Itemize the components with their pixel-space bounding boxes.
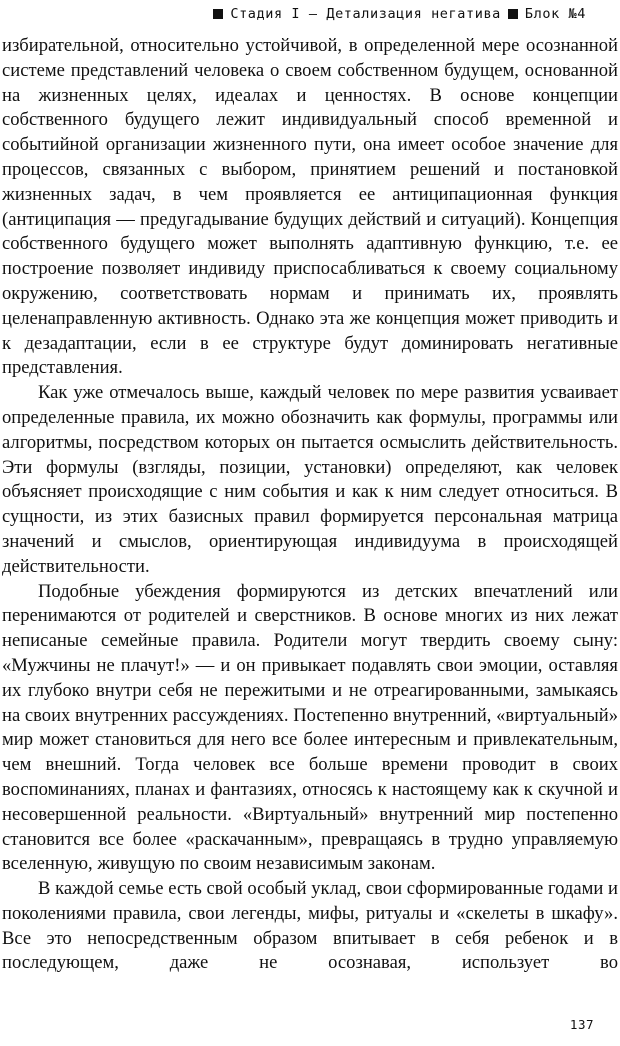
running-header bbox=[213, 6, 586, 22]
paragraph: Подобные убеждения формируются из детских впечатлений или перенимаются от родителей и сверстников. В основе многих из них лежат неписаные семейные правила. Родители могут твердить своему сыну: «Мужчины не плачут!» — и он привыкает подавлять свои эмоции, оставляя их глубоко внутри себя не пережитыми и не отреагированными, замыкаясь на своих внутренних рассуждениях. Постепенно внутренний, «виртуальный» мир может становиться для него все более интересным и привлекательным, чем внешний. Тогда человек все больше времени проводит в своих воспоминаниях, планах и фантазиях, относясь к настоящему как к скучной и несовершенной реальности. «Виртуальный» внутренний мир постепенно становится все более «раскачанным», превращаясь в трудно управляемую вселенную, живущую по своим независимым законам. bbox=[2, 580, 618, 875]
square-bullet-icon bbox=[508, 9, 518, 19]
paragraph-continues: В каждой семье есть свой особый уклад, свои сформированные годами и поколениями правила, свои легенды, мифы, ритуалы и «скелеты в шкафу». Все это непосредственным образом впитывает в себя ребенок и в последующем, даже не осознавая, использует во bbox=[2, 878, 618, 974]
paragraph-continued: избирательной, относительно устойчивой, в определенной мере осознанной системе представлений человека о своем собственном будущем, основанной на жизненных целях, идеалах и ценностях. В основе концепции собственного будущего лежит индивидуальный способ временной и событийной организации жизненного пути, она имеет особое значение для процессов, связанных с выбором, принятием решений и постановкой жизненных задач, в чем проявляется ее антиципационная функция (антиципация — предугадывание будущих действий и ситуаций). Концепция собственного будущего может выполнять адаптивную функцию, т.е. ее построение позволяет индивиду приспосабливаться к своему социальному окружению, соответствовать нормам и принимать их, проявлять целенаправленную активность. Однако эта же концепция может приводить и к дезадаптации, если в ее структуре будут доминировать негативные представления. bbox=[2, 35, 618, 379]
page-body bbox=[2, 34, 618, 976]
header-stage-title: Стадия I — Детализация негатива bbox=[230, 6, 501, 22]
paragraph: Как уже отмечалось выше, каждый человек по мере развития усваивает определенные правила, их можно обозначить как формулы, программы или алгоритмы, посредством которых он пытается осмыслить действительность. Эти формулы (взгляды, позиции, установки) определяют, как человек объясняет происходящие с ним события и как к ним следует относиться. В сущности, из этих базисных правил формируется персональная матрица значений и смыслов, ориентирующая индивидуума в происходящей действительности. bbox=[2, 382, 618, 577]
header-block-label: Блок №4 bbox=[524, 6, 586, 22]
square-bullet-icon bbox=[213, 9, 223, 19]
page-number: 137 bbox=[569, 1017, 594, 1032]
